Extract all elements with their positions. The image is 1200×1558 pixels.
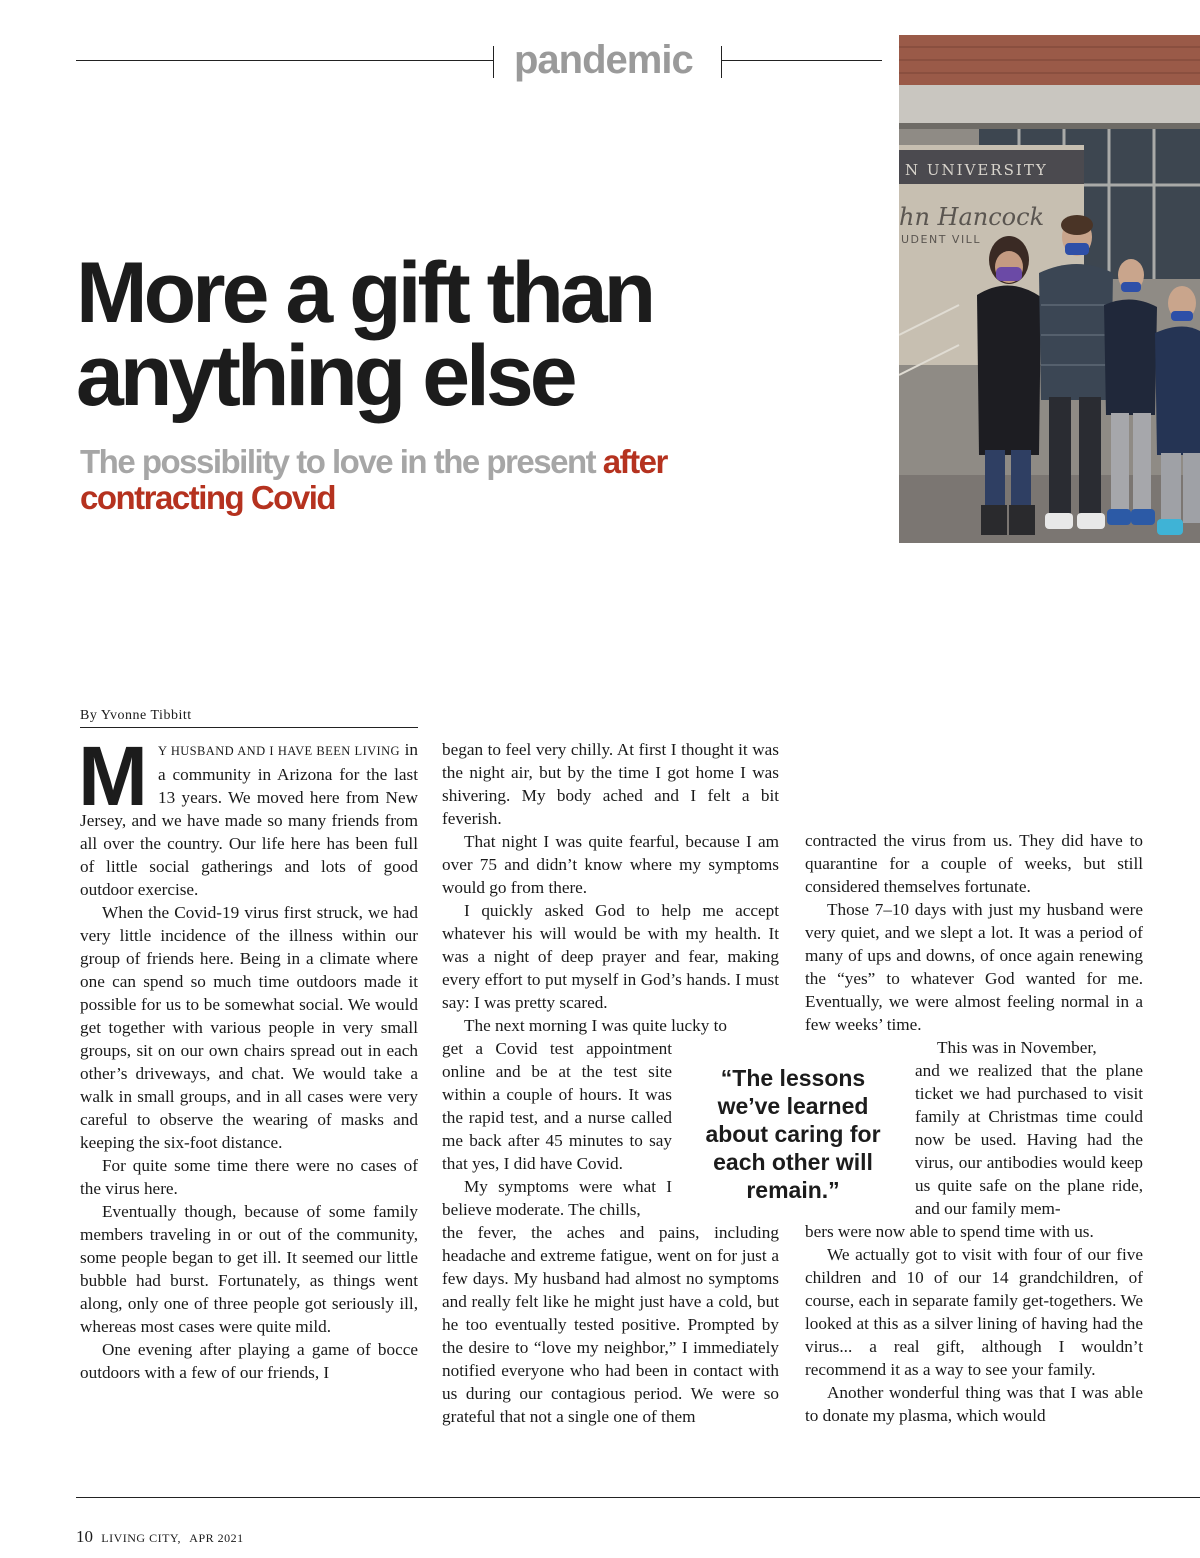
column-1 <box>78 729 419 1384</box>
paragraph: contracted the virus from us. They did have to quarantine for a couple of weeks, but still considered themselves fortunate. <box>805 831 1143 896</box>
magazine-name: LIVING CITY, <box>101 1531 182 1545</box>
paragraph: bers were now able to spend time with us. <box>805 1222 1094 1241</box>
footer-rule <box>76 1497 1200 1498</box>
paragraph: That night I was quite fearful, because I am over 75 and didn’t know where my symptoms would go from there. <box>442 832 779 897</box>
page-number: 10 <box>76 1527 93 1546</box>
sign-top-text: N UNIVERSITY <box>905 161 1048 179</box>
deck-grey-text: The possibility to love in the present <box>80 443 596 480</box>
paragraph: One evening after playing a game of bocce outdoors with a few of our friends, I <box>80 1340 418 1382</box>
paragraph: For quite some time there were no cases of the virus here. <box>80 1156 418 1198</box>
headline <box>76 245 876 425</box>
deck-subtitle <box>80 444 680 516</box>
headline-line-1: More a gift than <box>76 245 653 341</box>
paragraph: Eventually though, because of some family members traveling in or out of the community, some people began to get ill. It seemed our little bubble had burst. Fortunately, as things went along, only one of three people got seriously ill, whereas most cases were quite mild. <box>80 1202 418 1336</box>
paragraph-text: in a community in Arizona for the last 13 years. We moved here from New Jersey, and we have made so many friends from all over the country. Our life here has been full of little social gatherings and lots of good outdoor exercise. <box>80 740 419 899</box>
paragraph: get a Covid test appointment online and be at the test site within a couple of hours. It was the rapid test, and a nurse called me back after 45 minutes to say that yes, I did have Covid. <box>442 1039 672 1173</box>
paragraph <box>78 729 419 901</box>
lead-in-caps: Y HUSBAND AND I HAVE BEEN LIVING <box>157 744 400 758</box>
paragraph: the fever, the aches and pains, including headache and extreme fatigue, went on for just a few days. My husband had almost no symptoms and really felt like he might just have a cold, but he too eventually tested positive. Prompted by the desire to “love my neighbor,” I immediately notified everyone who had been in contact with us during our contagious period. We were so grateful that not a single one of them <box>442 1223 779 1426</box>
header-rule-left <box>76 60 494 61</box>
pull-quote: “The lessons we’ve learned about caring for each other will remain.” <box>705 1065 881 1203</box>
header-tick-right <box>721 46 722 78</box>
sign-script-text: hn Hancock <box>899 203 1045 231</box>
issue-date: APR 2021 <box>189 1531 244 1545</box>
paragraph: This was in November, <box>937 1038 1097 1057</box>
paragraph: I quickly asked God to help me accept whatever his will would be with my health. It was a night of deep prayer and fear, making every effort to put myself in God’s hands. I must say: I was pretty scared. <box>442 901 779 1012</box>
paragraph: My symptoms were what I believe moderate. The chills, <box>442 1177 672 1219</box>
header-rule-right <box>722 60 882 61</box>
headline-line-2: anything else <box>76 328 574 425</box>
deck-red-text: after contracting Covid <box>80 443 667 516</box>
sign-bottom-text: UDENT VILL <box>901 233 981 246</box>
byline: By Yvonne Tibbitt <box>80 708 418 728</box>
paragraph: We actually got to visit with four of our five children and 10 of our 14 grandchildren, of course, each in separate family get-togethers. We looked at this as a silver lining of having had the virus... a real gift, although I wouldn’t recommend it as a way to see your family. <box>805 1245 1143 1379</box>
paragraph: The next morning I was quite lucky to <box>464 1016 728 1035</box>
narrow-text-block <box>442 1037 672 1221</box>
section-label: pandemic <box>514 38 693 82</box>
paragraph: and we realized that the plane ticket we had purchased to visit family at Christmas time could now be used. Having had the virus, our antibodies would keep us quite safe on the plane ride, and our family mem- <box>915 1061 1143 1218</box>
paragraph: Those 7–10 days with just my husband were very quiet, and we slept a lot. It was a period of many of ups and downs, of once again renewing the “yes” to whatever God wanted for me. Eventually, we were almost feeling normal in a few weeks’ time. <box>805 900 1143 1034</box>
drop-cap: M <box>78 729 148 823</box>
paragraph: began to feel very chilly. At first I thought it was the night air, but by the time I got home I was shivering. My body ached and I felt a bit feverish. <box>442 740 779 828</box>
paragraph: When the Covid-19 virus first struck, we had very little incidence of the illness within our group of friends here. Being in a climate where one can spend so much time outdoors made it possible for us to be somewhat social. We would get together with various people in very small groups, sit on our own chairs spread out in each other’s driveways, and chat. We would take a walk in small groups, and in all cases were very careful to observe the wearing of masks and keeping the six-foot distance. <box>80 903 418 1152</box>
paragraph: Another wonderful thing was that I was able to donate my plasma, which would <box>805 1383 1143 1425</box>
article-photo <box>899 35 1200 543</box>
header-tick-left <box>493 46 494 78</box>
folio <box>76 1527 244 1547</box>
